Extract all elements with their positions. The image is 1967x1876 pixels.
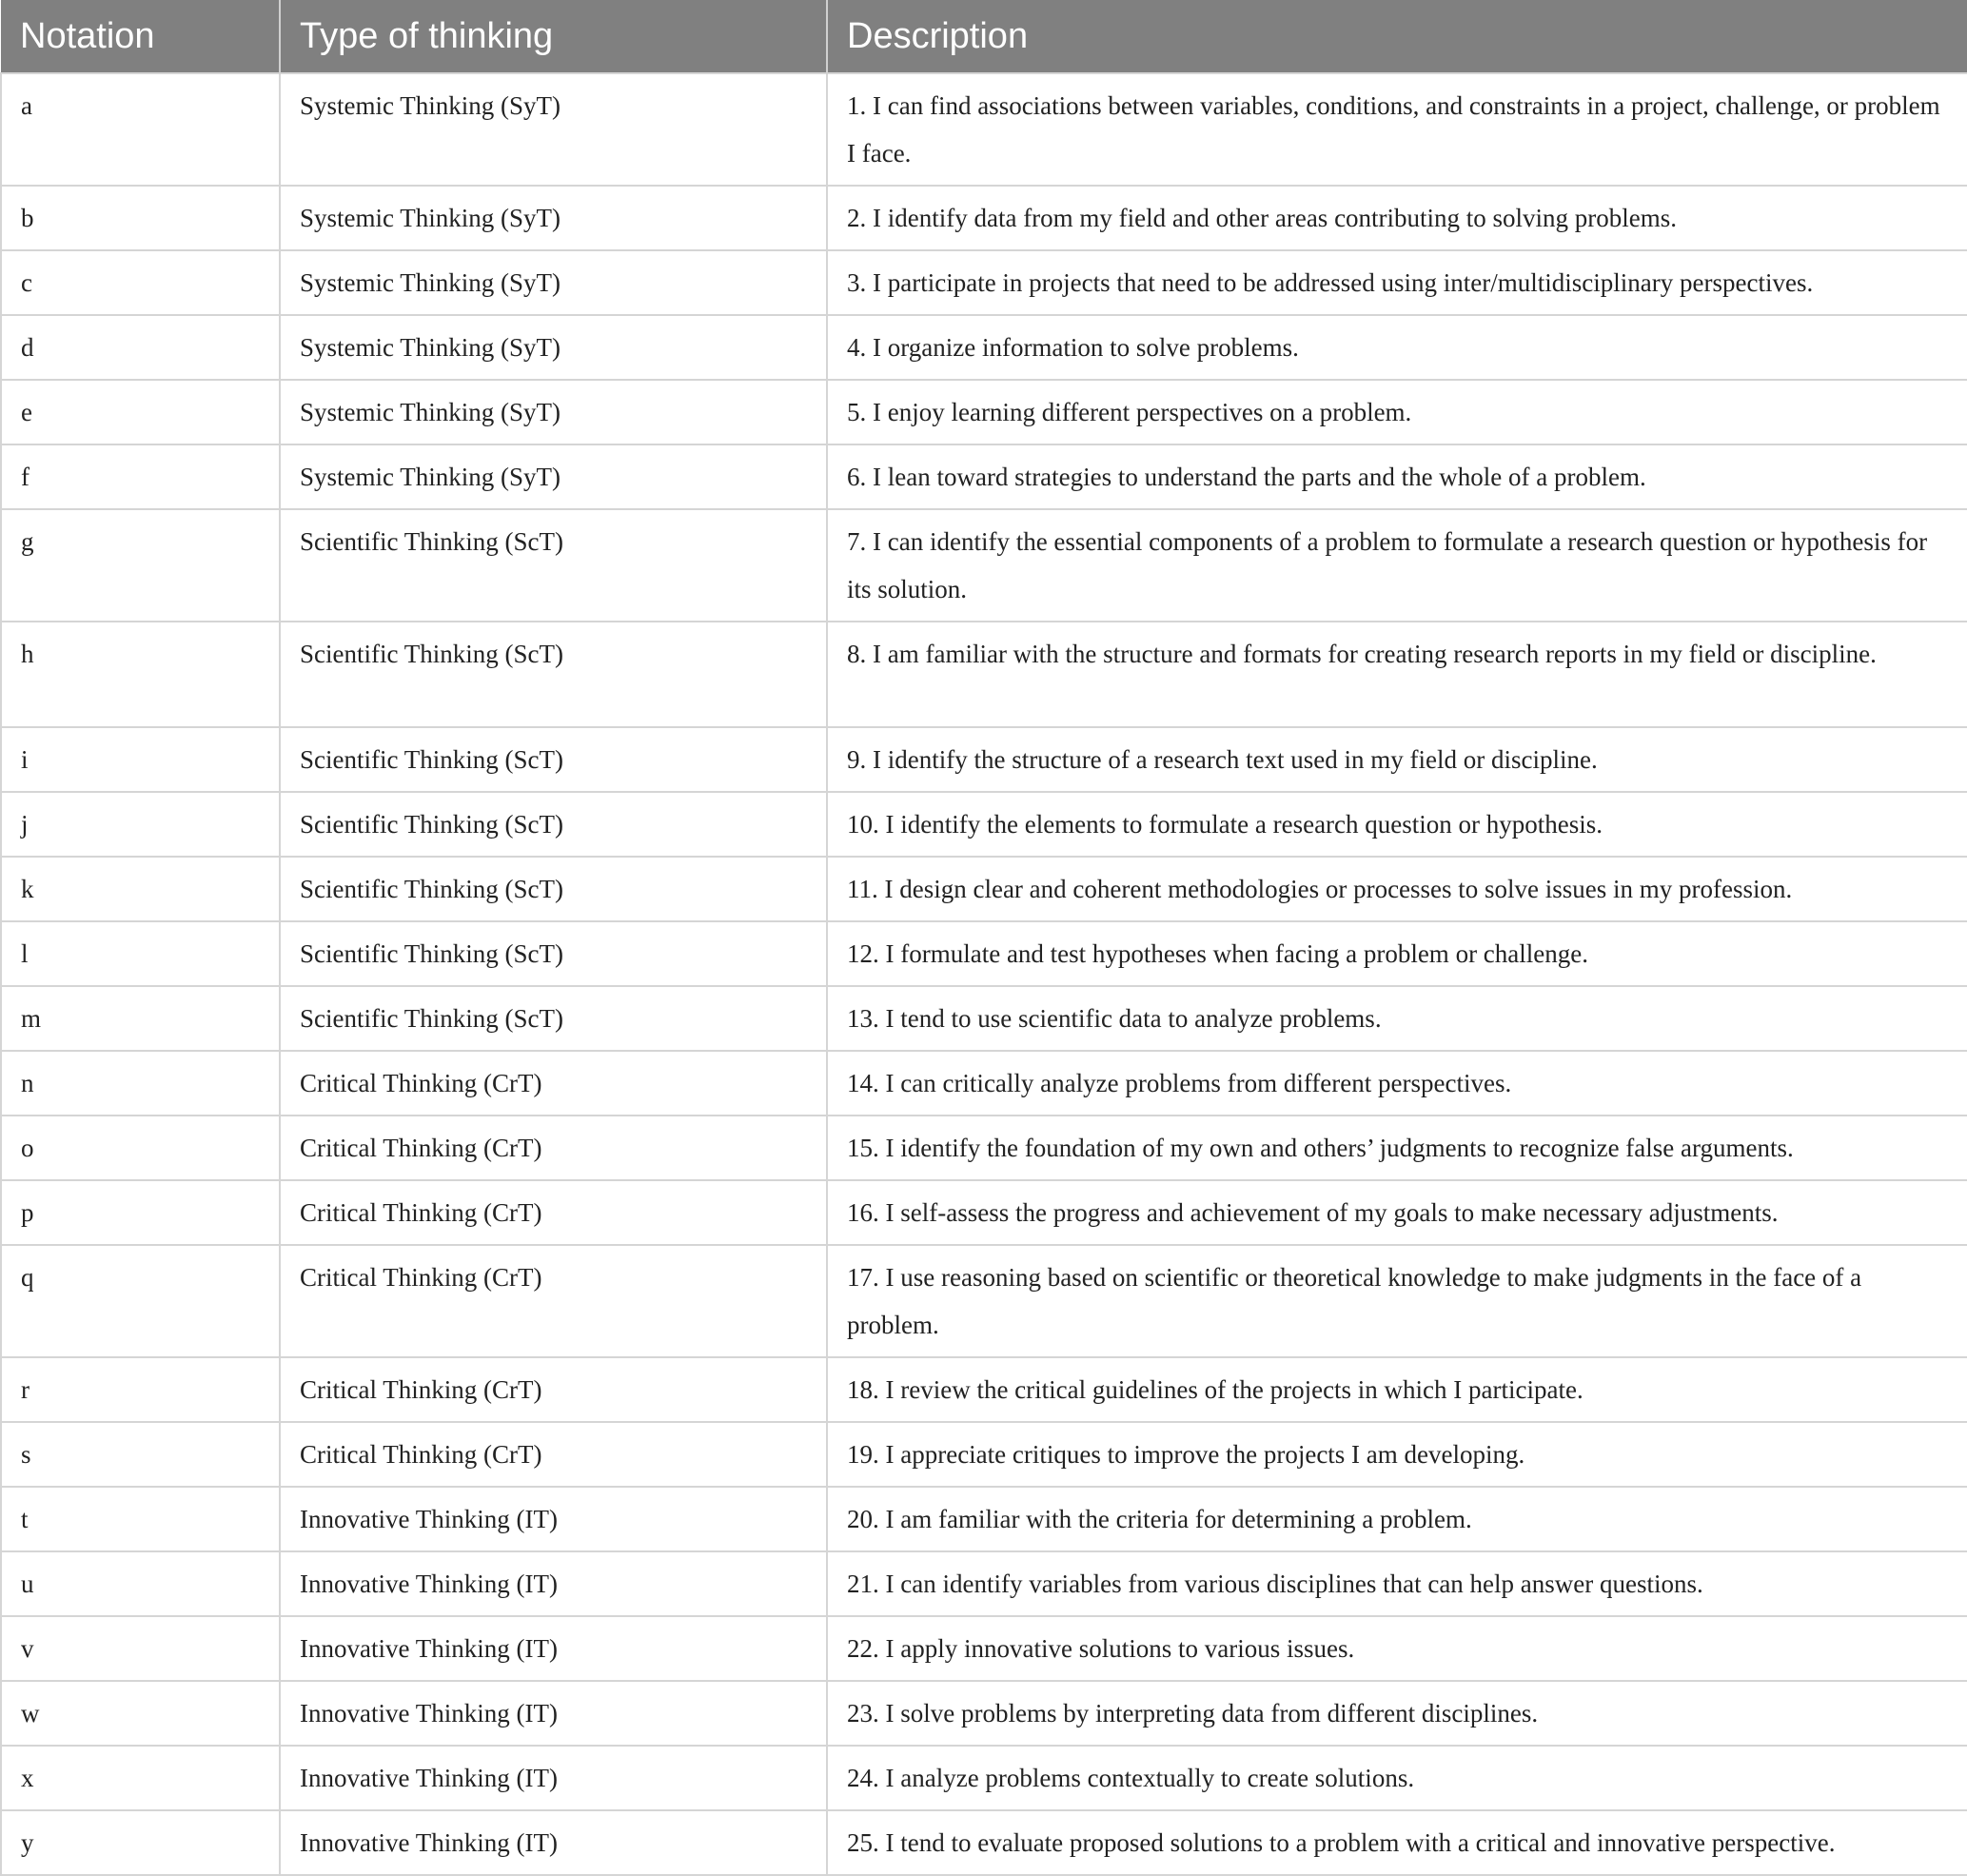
notation-cell: x — [1, 1746, 280, 1810]
notation-cell: v — [1, 1616, 280, 1681]
table-row — [1, 509, 1967, 622]
notation-cell: t — [1, 1487, 280, 1551]
description-cell: 13. I tend to use scientific data to analyze problems. — [827, 986, 1967, 1051]
table-row — [1, 1051, 1967, 1116]
notation-cell: y — [1, 1810, 280, 1875]
description-cell: 18. I review the critical guidelines of the projects in which I participate. — [827, 1357, 1967, 1422]
notation-cell: e — [1, 380, 280, 444]
type-of-thinking-cell: Innovative Thinking (IT) — [280, 1616, 827, 1681]
description-cell: 15. I identify the foundation of my own and others’ judgments to recognize false arguments. — [827, 1116, 1967, 1180]
description-cell: 24. I analyze problems contextually to create solutions. — [827, 1746, 1967, 1810]
notation-cell: r — [1, 1357, 280, 1422]
description-cell: 19. I appreciate critiques to improve the projects I am developing. — [827, 1422, 1967, 1487]
description-cell: 4. I organize information to solve problems. — [827, 315, 1967, 380]
type-of-thinking-cell: Critical Thinking (CrT) — [280, 1051, 827, 1116]
type-of-thinking-cell: Scientific Thinking (ScT) — [280, 622, 827, 727]
table-row — [1, 1422, 1967, 1487]
description-cell: 11. I design clear and coherent methodologies or processes to solve issues in my profession. — [827, 857, 1967, 921]
table-row — [1, 1116, 1967, 1180]
table-row — [1, 380, 1967, 444]
type-of-thinking-cell: Critical Thinking (CrT) — [280, 1180, 827, 1245]
notation-cell: p — [1, 1180, 280, 1245]
table-row — [1, 921, 1967, 986]
table-row — [1, 622, 1967, 727]
type-of-thinking-cell: Systemic Thinking (SyT) — [280, 186, 827, 250]
table-row — [1, 250, 1967, 315]
notation-cell: u — [1, 1551, 280, 1616]
header-description: Description — [827, 0, 1967, 73]
table-row — [1, 1357, 1967, 1422]
table-row — [1, 792, 1967, 857]
description-cell: 23. I solve problems by interpreting data from different disciplines. — [827, 1681, 1967, 1746]
header-notation: Notation — [1, 0, 280, 73]
notation-cell: o — [1, 1116, 280, 1180]
table-row — [1, 186, 1967, 250]
notation-cell: w — [1, 1681, 280, 1746]
notation-cell: a — [1, 73, 280, 186]
table-row — [1, 73, 1967, 186]
description-cell: 1. I can find associations between variables, conditions, and constraints in a project, challenge, or problem I face. — [827, 73, 1967, 186]
header-type-of-thinking: Type of thinking — [280, 0, 827, 73]
notation-cell: h — [1, 622, 280, 727]
table-row — [1, 986, 1967, 1051]
type-of-thinking-cell: Systemic Thinking (SyT) — [280, 250, 827, 315]
description-cell: 21. I can identify variables from various disciplines that can help answer questions. — [827, 1551, 1967, 1616]
description-cell: 5. I enjoy learning different perspectives on a problem. — [827, 380, 1967, 444]
type-of-thinking-cell: Innovative Thinking (IT) — [280, 1551, 827, 1616]
description-cell: 2. I identify data from my field and other areas contributing to solving problems. — [827, 186, 1967, 250]
type-of-thinking-cell: Systemic Thinking (SyT) — [280, 315, 827, 380]
table-row — [1, 1245, 1967, 1357]
description-cell: 3. I participate in projects that need to be addressed using inter/multidisciplinary perspectives. — [827, 250, 1967, 315]
description-cell: 16. I self-assess the progress and achievement of my goals to make necessary adjustments. — [827, 1180, 1967, 1245]
table-row — [1, 727, 1967, 792]
description-cell: 6. I lean toward strategies to understand the parts and the whole of a problem. — [827, 444, 1967, 509]
type-of-thinking-cell: Critical Thinking (CrT) — [280, 1422, 827, 1487]
table-header — [1, 0, 1967, 73]
table-body — [1, 73, 1967, 1875]
notation-cell: g — [1, 509, 280, 622]
description-cell: 25. I tend to evaluate proposed solutions to a problem with a critical and innovative perspective. — [827, 1810, 1967, 1875]
notation-cell: i — [1, 727, 280, 792]
header-row — [1, 0, 1967, 73]
description-cell: 20. I am familiar with the criteria for determining a problem. — [827, 1487, 1967, 1551]
type-of-thinking-cell: Innovative Thinking (IT) — [280, 1681, 827, 1746]
table-row — [1, 444, 1967, 509]
description-cell: 17. I use reasoning based on scientific or theoretical knowledge to make judgments in the face of a problem. — [827, 1245, 1967, 1357]
type-of-thinking-cell: Critical Thinking (CrT) — [280, 1116, 827, 1180]
description-cell: 14. I can critically analyze problems from different perspectives. — [827, 1051, 1967, 1116]
notation-cell: j — [1, 792, 280, 857]
table-row — [1, 1810, 1967, 1875]
notation-cell: n — [1, 1051, 280, 1116]
table-row — [1, 1616, 1967, 1681]
type-of-thinking-cell: Scientific Thinking (ScT) — [280, 792, 827, 857]
description-cell: 10. I identify the elements to formulate a research question or hypothesis. — [827, 792, 1967, 857]
type-of-thinking-cell: Scientific Thinking (ScT) — [280, 509, 827, 622]
description-cell: 22. I apply innovative solutions to various issues. — [827, 1616, 1967, 1681]
table-row — [1, 315, 1967, 380]
notation-cell: d — [1, 315, 280, 380]
notation-cell: m — [1, 986, 280, 1051]
type-of-thinking-cell: Scientific Thinking (ScT) — [280, 986, 827, 1051]
type-of-thinking-cell: Innovative Thinking (IT) — [280, 1746, 827, 1810]
type-of-thinking-cell: Scientific Thinking (ScT) — [280, 921, 827, 986]
notation-cell: s — [1, 1422, 280, 1487]
table-row — [1, 1681, 1967, 1746]
notation-cell: b — [1, 186, 280, 250]
table-row — [1, 857, 1967, 921]
description-cell: 9. I identify the structure of a research text used in my field or discipline. — [827, 727, 1967, 792]
table-row — [1, 1746, 1967, 1810]
type-of-thinking-cell: Systemic Thinking (SyT) — [280, 73, 827, 186]
type-of-thinking-cell: Systemic Thinking (SyT) — [280, 444, 827, 509]
type-of-thinking-cell: Scientific Thinking (ScT) — [280, 857, 827, 921]
table-row — [1, 1487, 1967, 1551]
type-of-thinking-cell: Innovative Thinking (IT) — [280, 1487, 827, 1551]
description-cell: 12. I formulate and test hypotheses when facing a problem or challenge. — [827, 921, 1967, 986]
table-row — [1, 1180, 1967, 1245]
type-of-thinking-cell: Critical Thinking (CrT) — [280, 1245, 827, 1357]
type-of-thinking-cell: Critical Thinking (CrT) — [280, 1357, 827, 1422]
type-of-thinking-cell: Scientific Thinking (ScT) — [280, 727, 827, 792]
table-row — [1, 1551, 1967, 1616]
notation-cell: k — [1, 857, 280, 921]
type-of-thinking-cell: Systemic Thinking (SyT) — [280, 380, 827, 444]
type-of-thinking-cell: Innovative Thinking (IT) — [280, 1810, 827, 1875]
notation-cell: q — [1, 1245, 280, 1357]
description-cell: 7. I can identify the essential components of a problem to formulate a research question or hypothesis for its solution. — [827, 509, 1967, 622]
notation-cell: l — [1, 921, 280, 986]
notation-cell: f — [1, 444, 280, 509]
notation-cell: c — [1, 250, 280, 315]
description-cell: 8. I am familiar with the structure and formats for creating research reports in my field or discipline. — [827, 622, 1967, 727]
